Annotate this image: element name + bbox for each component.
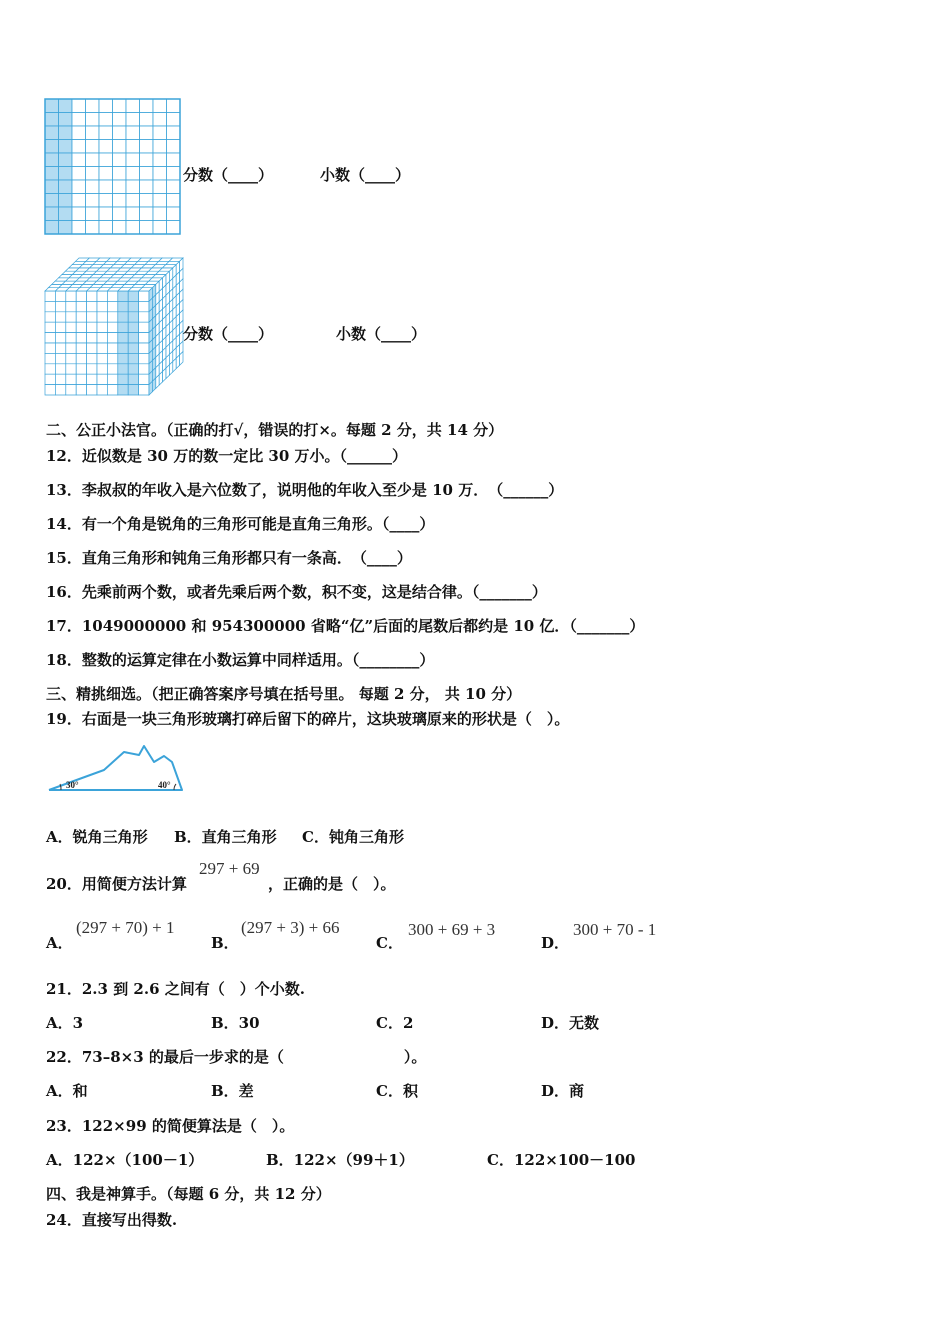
q20-option-c-label: C． — [376, 934, 403, 952]
q21-option-c: C．2 — [376, 1014, 414, 1032]
angle-40-label: 40° — [158, 780, 171, 790]
question-20-suffix: ，正确的是（ ）。 — [268, 875, 396, 893]
q22-option-a: A．和 — [46, 1082, 88, 1100]
q21-option-d: D．无数 — [541, 1014, 600, 1032]
question-18: 18．整数的运算定律在小数运算中同样适用。（________） — [46, 651, 435, 669]
q20-option-d-expr: 300 + 70 - 1 — [573, 920, 657, 939]
q20-option-c-expr: 300 + 69 + 3 — [408, 920, 496, 939]
section-3-title: 三、精挑细选。（把正确答案序号填在括号里。 每题 2 分， 共 10 分） — [46, 685, 522, 703]
question-23: 23．122×99 的简便算法是（ ）。 — [46, 1117, 295, 1135]
q21-option-b: B．30 — [211, 1014, 260, 1032]
fraction-blank-1: 分数（____） — [183, 166, 274, 184]
fraction-blank-2: 分数（____） — [183, 325, 274, 343]
q22-option-b: B．差 — [211, 1082, 254, 1100]
q20-option-a-label: A． — [46, 934, 73, 952]
q19-option-b: B．直角三角形 — [174, 828, 277, 846]
question-13: 13．李叔叔的年收入是六位数了，说明他的年收入至少是 10 万． （______） — [46, 481, 564, 499]
q19-option-c: C．钝角三角形 — [302, 828, 404, 846]
question-24: 24．直接写出得数. — [46, 1211, 178, 1229]
q23-option-c: C．122×100－100 — [487, 1151, 636, 1169]
q20-option-b-label: B． — [211, 934, 239, 952]
question-19: 19．右面是一块三角形玻璃打碎后留下的碎片，这块玻璃原来的形状是（ ）。 — [46, 710, 570, 728]
q21-option-a: A．3 — [46, 1014, 84, 1032]
broken-glass-figure — [44, 740, 189, 796]
decimal-blank-2: 小数（____） — [336, 325, 427, 343]
question-17: 17．1049000000 和 954300000 省略“亿”后面的尾数后都约是 10 亿．（_______） — [46, 617, 645, 635]
q20-option-d-label: D． — [541, 934, 570, 952]
q23-option-b: B．122×（99＋1） — [266, 1151, 414, 1169]
q22-option-d: D．商 — [541, 1082, 585, 1100]
q22-option-c: C．积 — [376, 1082, 418, 1100]
q20-option-b-expr: (297 + 3) + 66 — [241, 918, 340, 937]
angle-30-label: 30° — [66, 780, 79, 790]
question-12: 12．近似数是 30 万的数一定比 30 万小。（______） — [46, 447, 408, 465]
q20-expression: 297 + 69 — [199, 859, 260, 878]
question-16: 16．先乘前两个数，或者先乘后两个数，积不变，这是结合律。（_______） — [46, 583, 547, 601]
hundred-grid-figure — [44, 98, 184, 238]
question-20-prefix: 20．用简便方法计算 — [46, 875, 187, 893]
question-15: 15．直角三角形和钝角三角形都只有一条高． （____） — [46, 549, 412, 567]
q23-option-a: A．122×（100－1） — [46, 1151, 204, 1169]
question-14: 14．有一个角是锐角的三角形可能是直角三角形。（____） — [46, 515, 435, 533]
decimal-blank-1: 小数（____） — [320, 166, 411, 184]
section-2-title: 二、公正小法官。（正确的打√，错误的打×。每题 2 分，共 14 分） — [46, 421, 504, 439]
section-4-title: 四、我是神算手。（每题 6 分，共 12 分） — [46, 1185, 331, 1203]
q19-option-a: A．锐角三角形 — [46, 828, 148, 846]
thousand-cube-figure — [44, 256, 184, 398]
question-21: 21．2.3 到 2.6 之间有（ ）个小数. — [46, 980, 305, 998]
question-22: 22．73–8×3 的最后一步求的是（ ）。 — [46, 1048, 427, 1066]
q20-option-a-expr: (297 + 70) + 1 — [76, 918, 175, 937]
